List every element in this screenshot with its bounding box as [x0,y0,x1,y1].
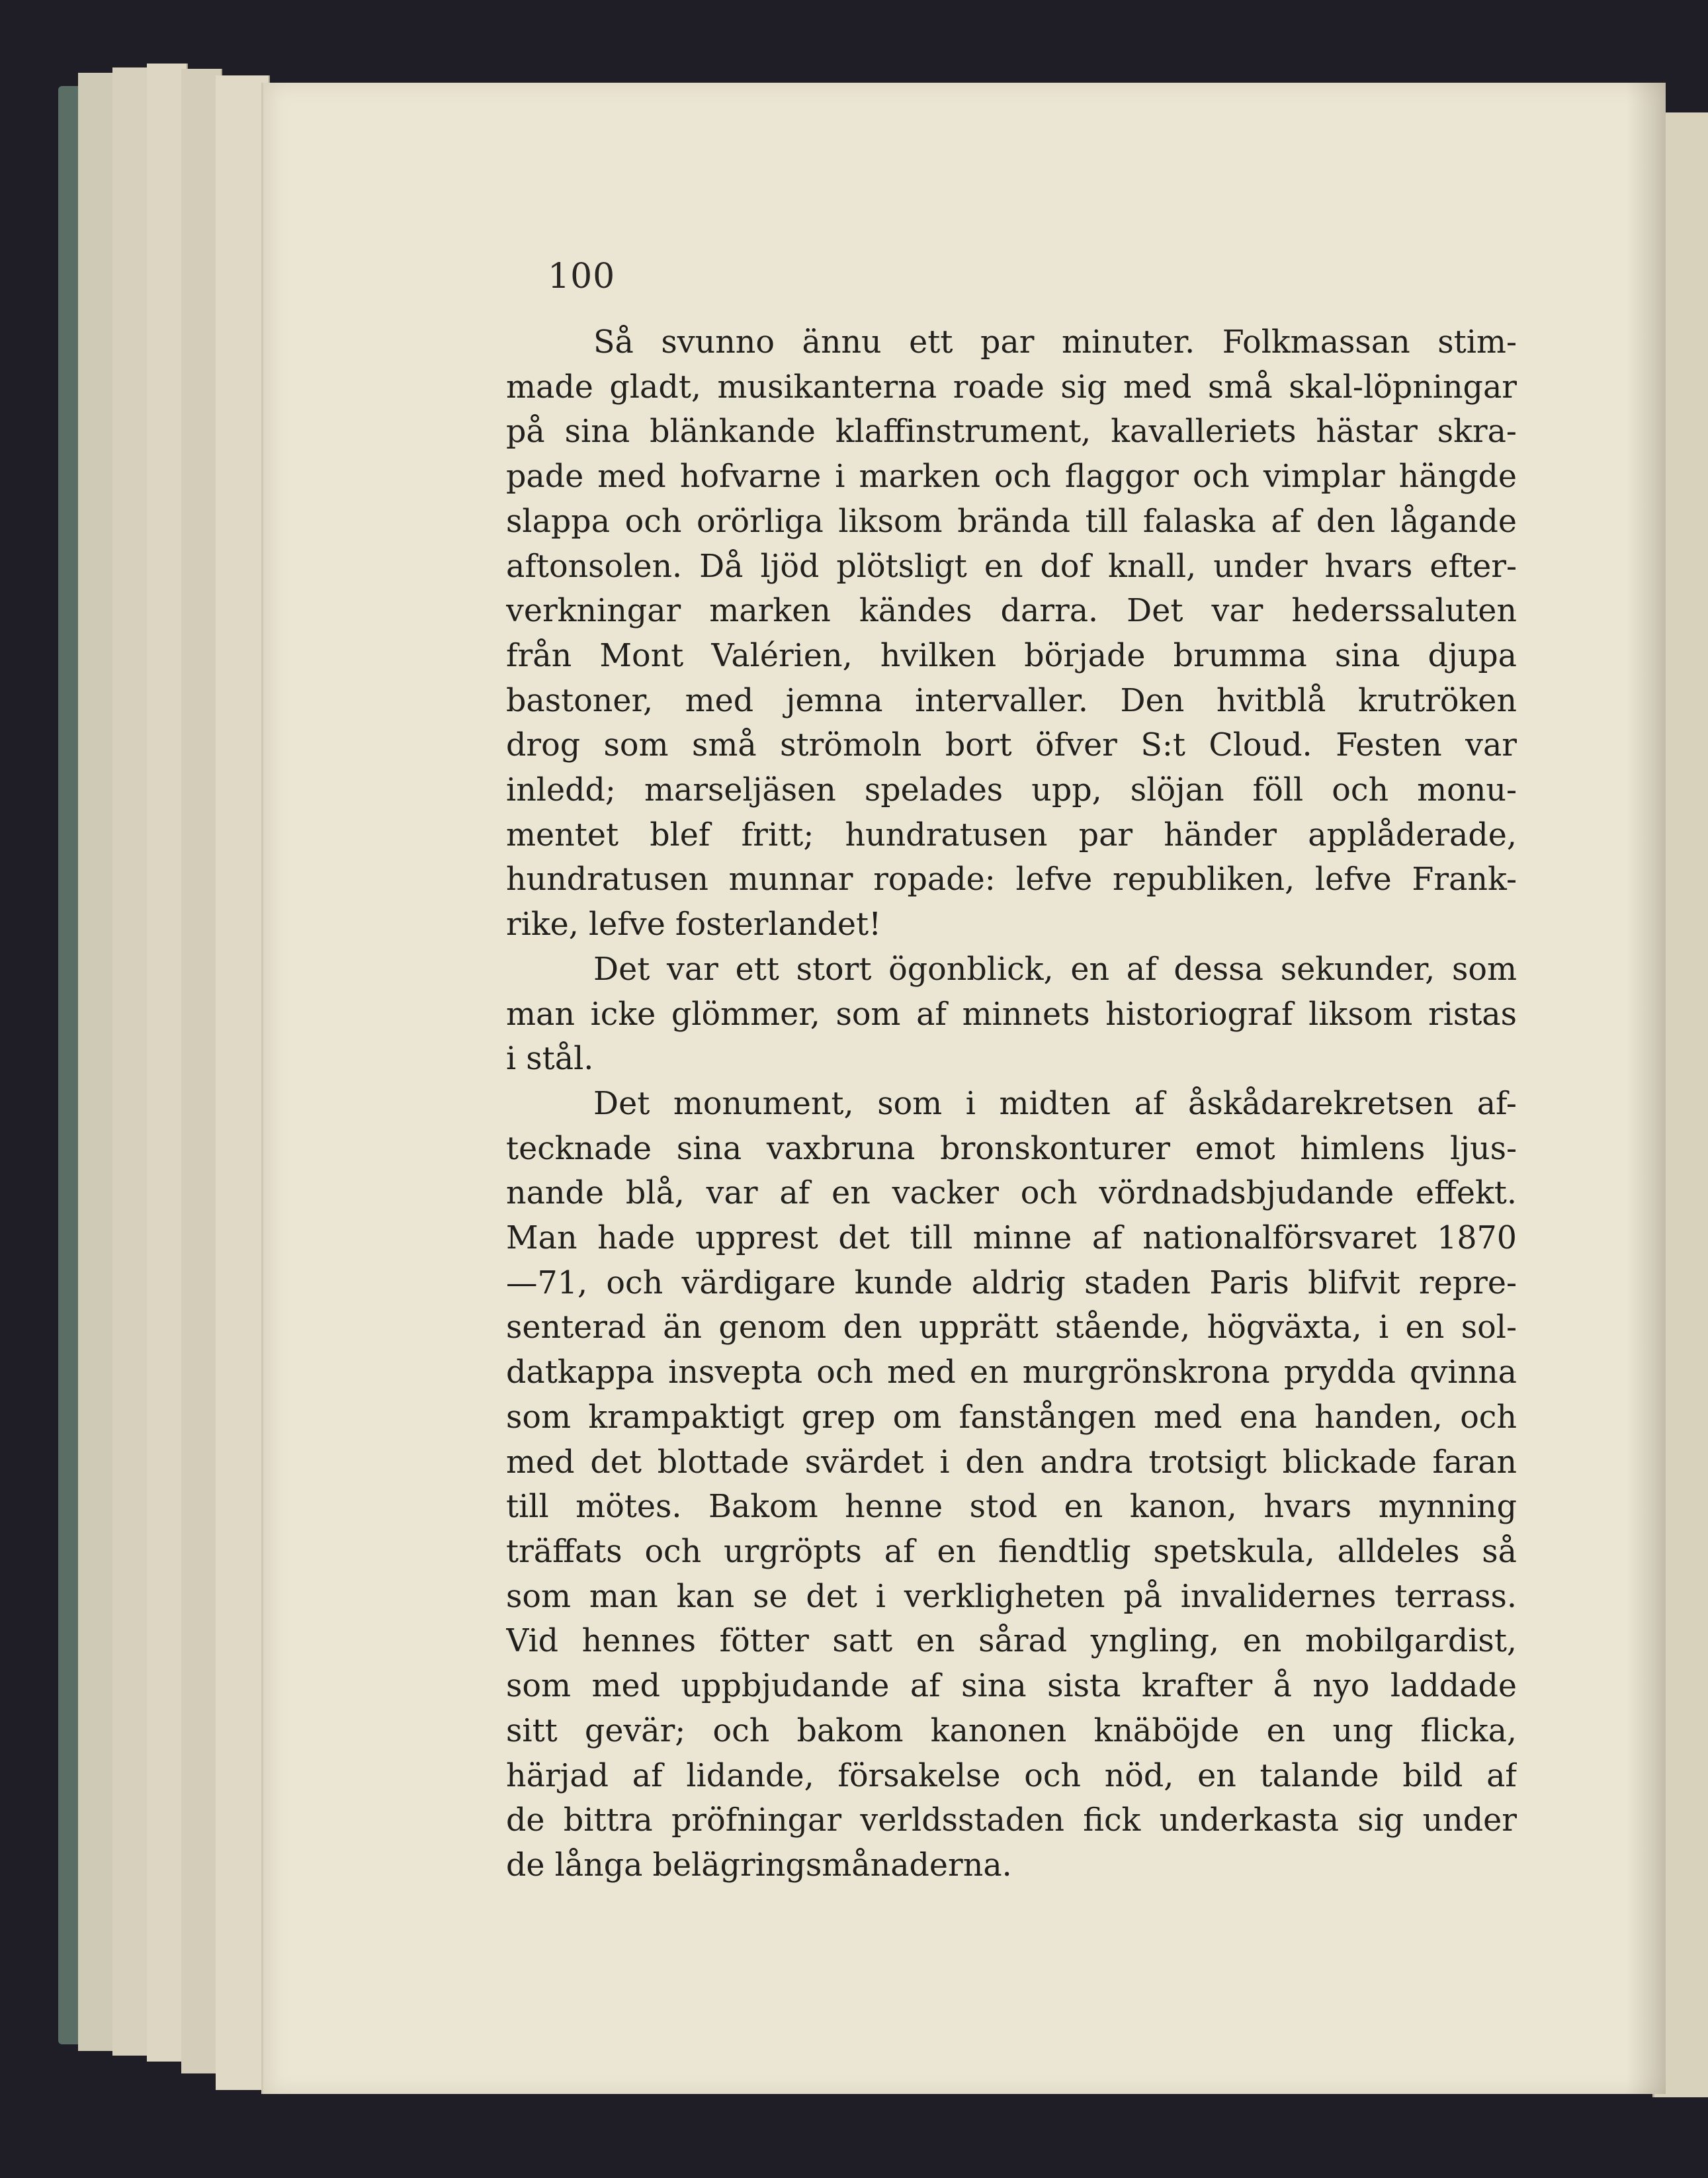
text-line: med det blottade svärdet i den andra trotsigt blickade faran [506,1444,1517,1481]
paragraph [506,947,1517,1082]
text-line: träffats och urgröpts af en fiendtlig spetskula, alldeles så [506,1533,1517,1570]
text-line: bastoner, med jemna intervaller. Den hvitblå krutröken [506,682,1517,719]
text-line: i stål. [506,1041,594,1078]
text-line: pade med hofvarne i marken och flaggor och vimplar hängde [506,458,1517,496]
text-line: Så svunno ännu ett par minuter. Folkmassan stim- [593,324,1517,361]
text-line: på sina blänkande klaffinstrument, kavalleriets hästar skra- [506,414,1517,451]
text-line: Man hade upprest det till minne af nationalförsvaret 1870 [506,1220,1517,1257]
text-line: aftonsolen. Då ljöd plötsligt en dof knall, under hvars efter- [506,548,1517,585]
text-line: slappa och orörliga liksom brända till falaska af den lågande [506,503,1517,540]
text-line: datkappa insvepta och med en murgrönskrona prydda qvinna [506,1354,1517,1391]
page-number: 100 [548,257,616,296]
text-line: hundratusen munnar ropade: lefve republiken, lefve Frank- [506,861,1517,898]
text-line: Det var ett stort ögonblick, en af dessa sekunder, som [593,951,1517,988]
text-line: sitt gevär; och bakom kanonen knäböjde en ung flicka, [506,1712,1517,1749]
text-line: made gladt, musikanterna roade sig med små skal-löpningar [506,369,1517,406]
text-line: Vid hennes fötter satt en sårad yngling, en mobilgardist, [506,1623,1517,1660]
text-line: tecknade sina vaxbruna bronskonturer emot himlens ljus- [506,1130,1517,1167]
text-line: som man kan se det i verkligheten på invalidernes terrass. [506,1578,1517,1615]
text-line: mentet blef fritt; hundratusen par händer applåderade, [506,816,1517,853]
body-text [506,320,1517,1888]
text-line: till mötes. Bakom henne stod en kanon, hvars mynning [506,1489,1517,1526]
text-line: som krampaktigt grep om fanstången med ena handen, och [506,1399,1517,1436]
text-line: verkningar marken kändes darra. Det var hederssaluten [506,593,1517,630]
text-line: man icke glömmer, som af minnets historiograf liksom ristas [506,996,1517,1033]
text-line: Det monument, som i midten af åskådarekretsen af- [593,1085,1517,1122]
text-line: som med uppbjudande af sina sista krafter å nyo laddade [506,1668,1517,1705]
text-line: de bittra pröfningar verldsstaden fick underkasta sig under [506,1802,1517,1839]
text-line: drog som små strömoln bort öfver S:t Cloud. Festen var [506,727,1517,764]
text-line: de långa belägringsmånaderna. [506,1847,1012,1884]
gutter-shadow [1626,83,1666,2094]
text-line: rike, lefve fosterlandet! [506,906,882,943]
text-line: inledd; marseljäsen spelades upp, slöjan föll och monu- [506,772,1517,809]
text-line: från Mont Valérien, hvilken började brumma sina djupa [506,637,1517,674]
text-line: härjad af lidande, försakelse och nöd, en talande bild af [506,1757,1517,1794]
text-line: senterad än genom den upprätt stående, högväxta, i en sol- [506,1309,1517,1346]
text-line: nande blå, var af en vacker och vördnadsbjudande effekt. [506,1175,1517,1212]
paragraph [506,1082,1517,1888]
paragraph [506,320,1517,947]
text-line: —71, och värdigare kunde aldrig staden Paris blifvit repre- [506,1264,1517,1301]
